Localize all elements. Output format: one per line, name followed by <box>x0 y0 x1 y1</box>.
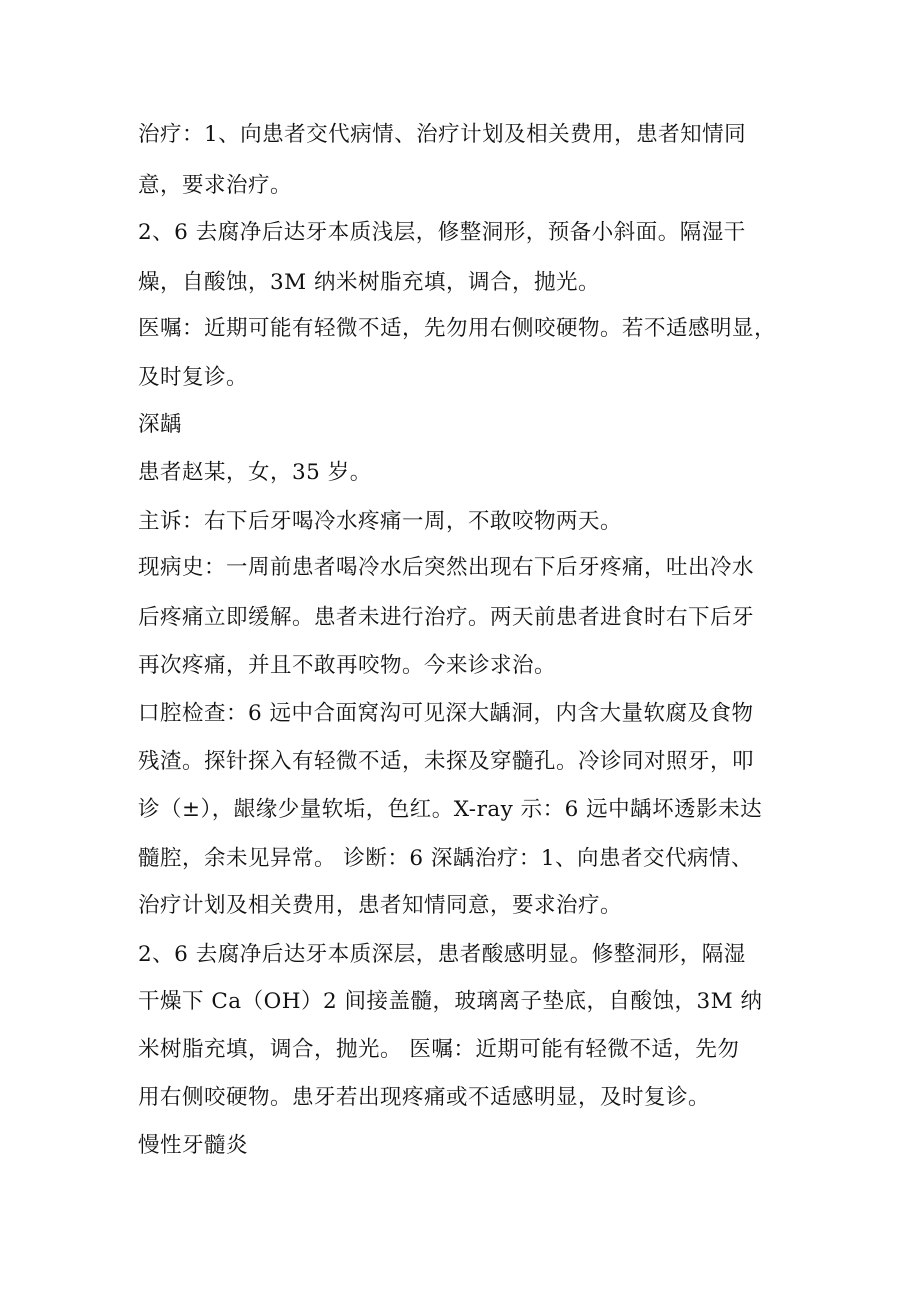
text-line: 残渣。探针探入有轻微不适，未探及穿髓孔。冷诊同对照牙，叩 <box>138 749 755 774</box>
text-line: 患者赵某，女，35 岁。 <box>138 460 372 485</box>
section-heading: 深龋 <box>138 412 183 437</box>
text-line: 燥，自酸蚀，3M 纳米树脂充填，调合，抛光。 <box>138 270 601 295</box>
text-line: 用右侧咬硬物。患牙若出现疼痛或不适感明显，及时复诊。 <box>138 1085 711 1110</box>
text-line: 髓腔，余未见异常。 诊断：6 深龋治疗：1、向患者交代病情、 <box>138 846 754 871</box>
text-line: 2、6 去腐净后达牙本质深层，患者酸感明显。修整洞形，隔湿 <box>138 942 746 967</box>
text-line: 后疼痛立即缓解。患者未进行治疗。两天前患者进食时右下后牙 <box>138 605 755 630</box>
text-line: 再次疼痛，并且不敢再咬物。今来诊求治。 <box>138 653 557 678</box>
text-line: 现病史：一周前患者喝冷水后突然出现右下后牙疼痛，吐出冷水 <box>138 555 755 580</box>
section-heading: 慢性牙髓炎 <box>138 1133 249 1158</box>
text-line: 米树脂充填，调合，抛光。 医嘱：近期可能有轻微不适，先勿 <box>138 1037 740 1062</box>
text-line: 2、6 去腐净后达牙本质浅层，修整洞形，预备小斜面。隔湿干 <box>138 220 746 245</box>
text-line: 意，要求治疗。 <box>138 173 293 198</box>
text-line: 诊（±），龈缘少量软垢，色红。X-ray 示：6 远中龋坏透影未达 <box>138 797 763 822</box>
text-line: 治疗计划及相关费用，患者知情同意，要求治疗。 <box>138 893 623 918</box>
text-line: 医嘱：近期可能有轻微不适，先勿用右侧咬硬物。若不适感明显， <box>138 316 777 341</box>
text-line: 治疗：1、向患者交代病情、治疗计划及相关费用，患者知情同 <box>138 122 747 147</box>
text-line: 口腔检查：6 远中合面窝沟可见深大龋洞，内含大量软腐及食物 <box>138 701 754 726</box>
text-line: 及时复诊。 <box>138 365 249 390</box>
text-line: 主诉：右下后牙喝冷水疼痛一周，不敢咬物两天。 <box>138 509 623 534</box>
text-line: 干燥下 Ca（OH）2 间接盖髓，玻璃离子垫底，自酸蚀，3M 纳 <box>138 989 763 1014</box>
